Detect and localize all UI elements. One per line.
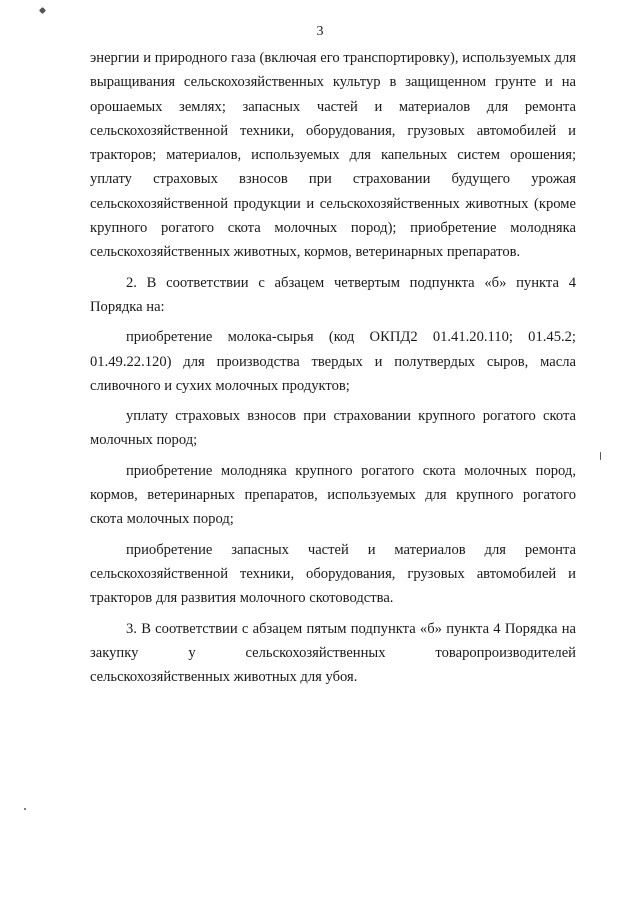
scan-artifact bbox=[24, 808, 26, 810]
paragraph-insurance: уплату страховых взносов при страховании крупного рогатого скота молочных пород; bbox=[90, 408, 576, 449]
paragraph-item-3: 3. В соответствии с абзацем пятым подпункта «б» пункта 4 Порядка на закупку у сельскохозяйственных товаропроизводителей сельскохозяйственных животных для убоя. bbox=[90, 620, 576, 686]
paragraph-milk-purchase: приобретение молока-сырья (код ОКПД2 01.41.20.110; 01.45.2; 01.49.22.120) для производства твердых и полутвердых сыров, масла сливочного и сухих молочных продуктов; bbox=[90, 329, 576, 394]
page-number: 3 bbox=[316, 24, 324, 39]
document-body bbox=[90, 46, 576, 689]
paragraph-continuation: энергии и природного газа (включая его транспортировку), используемых для выращивания сельскохозяйственных культур в защищенном грунте и на орошаемых землях; запасных частей и материалов для ремонта сельскохозяйственной техники, оборудования, грузовых автомобилей и тракторов; материалов, используемых для капельных систем орошения; уплату страховых взносов при страховании будущего урожая сельскохозяйственной продукции и сельскохозяйственных животных (кроме крупного рогатого скота молочных пород); приобретение молодняка сельскохозяйственных животных, кормов, ветеринарных препаратов. bbox=[90, 50, 576, 261]
scan-artifact bbox=[39, 7, 46, 14]
scan-artifact bbox=[600, 452, 601, 460]
paragraph-young-cattle: приобретение молодняка крупного рогатого скота молочных пород, кормов, ветеринарных препаратов, используемых для крупного рогатого скота молочных пород; bbox=[90, 462, 576, 528]
paragraph-spare-parts: приобретение запасных частей и материалов для ремонта сельскохозяйственной техники, оборудования, грузовых автомобилей и тракторов для развития молочного скотоводства. bbox=[90, 541, 576, 607]
paragraph-item-2: 2. В соответствии с абзацем четвертым подпункта «б» пункта 4 Порядка на: bbox=[90, 274, 576, 315]
